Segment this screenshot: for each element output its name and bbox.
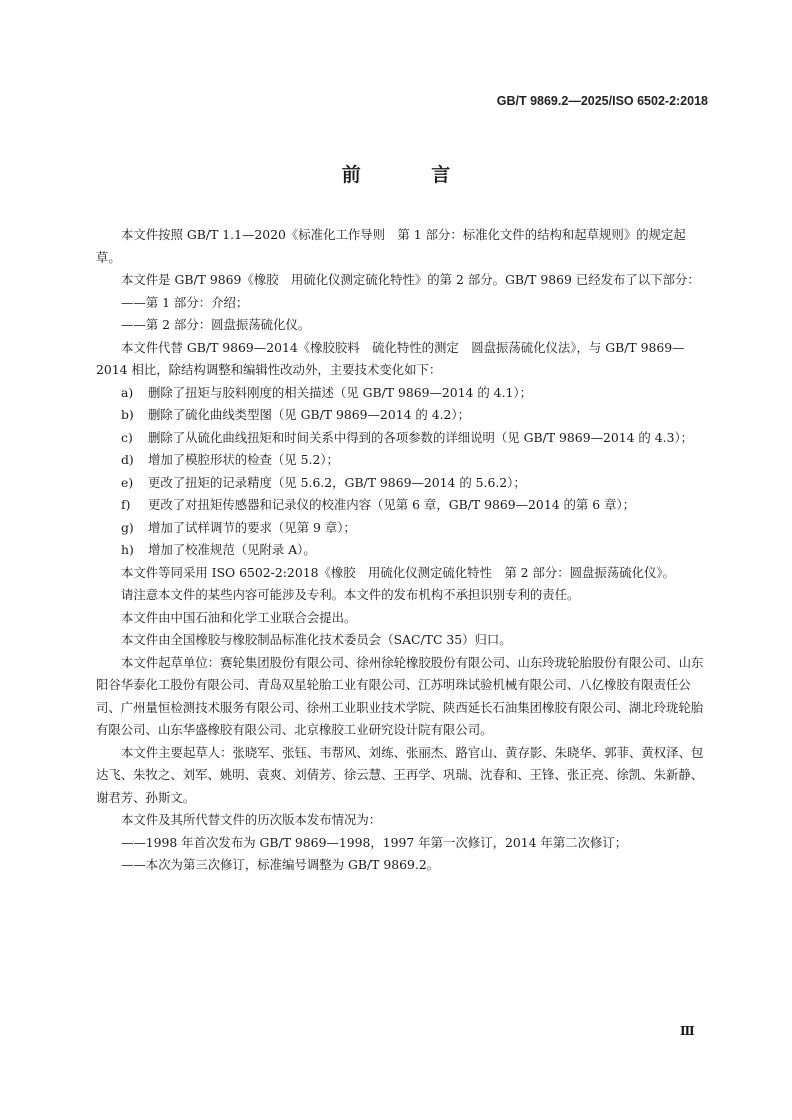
para-iso-adoption: 本文件等同采用 ISO 6502-2:2018《橡胶 用硫化仪测定硫化特性 第 2 部分：圆盘振荡硫化仪》。	[121, 564, 675, 580]
list-item	[96, 404, 708, 427]
list-marker: d)	[121, 452, 134, 467]
list-marker: b)	[121, 407, 134, 422]
list-text: 更改了对扭矩传感器和记录仪的校准内容（见第 6 章，GB/T 9869—2014 的第 6 章）；	[148, 497, 636, 512]
standard-header: GB/T 9869.2—2025/ISO 6502-2:2018	[496, 94, 708, 108]
list-item	[96, 427, 708, 450]
para-drafting-units: 本文件起草单位：赛轮集团股份有限公司、徐州徐轮橡胶股份有限公司、山东玲珑轮胎股份有限公司、山东阳谷华泰化工股份有限公司、青岛双星轮胎工业有限公司、江苏明珠试验机械有限公司、八亿橡胶有限责任公司、广州量恒检测技术服务有限公司、徐州工业职业技术学院、陕西延长石油集团橡胶有限公司、湖北玲珑轮胎有限公司、山东华盛橡胶有限公司、北京橡胶工业研究设计院有限公司。	[96, 654, 704, 737]
list-text: 删除了从硫化曲线扭矩和时间关系中得到的各项参数的详细说明（见 GB/T 9869—2014 的 4.3）；	[148, 429, 694, 445]
list-marker: c)	[121, 429, 133, 445]
list-text: 删除了硫化曲线类型图（见 GB/T 9869—2014 的 4.2）；	[148, 407, 471, 422]
page-title: 前 言	[341, 164, 483, 186]
list-marker: g)	[121, 519, 134, 535]
dash-item-part2: ——第 2 部分：圆盘振荡硫化仪。	[121, 317, 311, 332]
para-proposed-by: 本文件由中国石油和化学工业联合会提出。	[121, 609, 357, 625]
para-patent-notice: 请注意本文件的某些内容可能涉及专利。本文件的发布机构不承担识别专利的责任。	[121, 587, 580, 602]
list-item	[96, 449, 708, 472]
para-centralized-by: 本文件由全国橡胶与橡胶制品标准化技术委员会（SAC/TC 35）归口。	[121, 632, 512, 647]
dash-item-part1: ——第 1 部分：介绍；	[121, 294, 249, 310]
list-item	[96, 494, 708, 517]
dash-item-history-2: ——本次为第三次修订，标准编号调整为 GB/T 9869.2。	[121, 857, 440, 872]
list-text: 增加了模腔形状的检查（见 5.2）；	[148, 452, 339, 467]
list-marker: e)	[121, 474, 134, 490]
list-text: 删除了扭矩与胶料刚度的相关描述（见 GB/T 9869—2014 的 4.1）；	[148, 384, 532, 400]
para-part-info: 本文件是 GB/T 9869《橡胶 用硫化仪测定硫化特性》的第 2 部分。GB/T 9869 已经发布了以下部分：	[121, 272, 700, 287]
list-text: 更改了扭矩的记录精度（见 5.6.2，GB/T 9869—2014 的 5.6.2）；	[148, 474, 526, 490]
list-marker: f)	[121, 497, 131, 512]
para-drafting-rules: 本文件按照 GB/T 1.1—2020《标准化工作导则 第 1 部分：标准化文件的结构和起草规则》的规定起草。	[96, 227, 686, 265]
dash-item-history-1: ——1998 年首次发布为 GB/T 9869—1998，1997 年第一次修订，2014 年第二次修订；	[121, 834, 628, 850]
list-text: 增加了试样调节的要求（见第 9 章）；	[148, 519, 356, 535]
para-replaces: 本文件代替 GB/T 9869—2014《橡胶胶料 硫化特性的测定 圆盘振荡硫化仪法》，与 GB/T 9869—2014 相比，除结构调整和编辑性改动外，主要技术变化如下：	[96, 339, 685, 377]
para-history: 本文件及其所代替文件的历次版本发布情况为：	[121, 812, 382, 827]
list-item	[96, 382, 708, 405]
foreword-body	[96, 224, 708, 877]
list-item	[96, 517, 708, 540]
list-item	[96, 539, 708, 562]
list-text: 增加了校准规范（见附录 A）。	[148, 542, 316, 557]
list-marker: a)	[121, 384, 134, 400]
para-drafters: 本文件主要起草人：张晓军、张钰、韦帮风、刘练、张丽杰、路官山、黄存影、朱晓华、郭菲、黄权泽、包达飞、朱牧之、刘军、姚明、袁爽、刘倩芳、徐云慧、王再学、巩瑞、沈春和、王锋、张正亮、徐凯、朱新静、谢君芳、孙斯文。	[96, 744, 704, 805]
page-number: Ⅲ	[680, 1024, 695, 1038]
list-marker: h)	[121, 542, 134, 557]
list-item	[96, 472, 708, 495]
